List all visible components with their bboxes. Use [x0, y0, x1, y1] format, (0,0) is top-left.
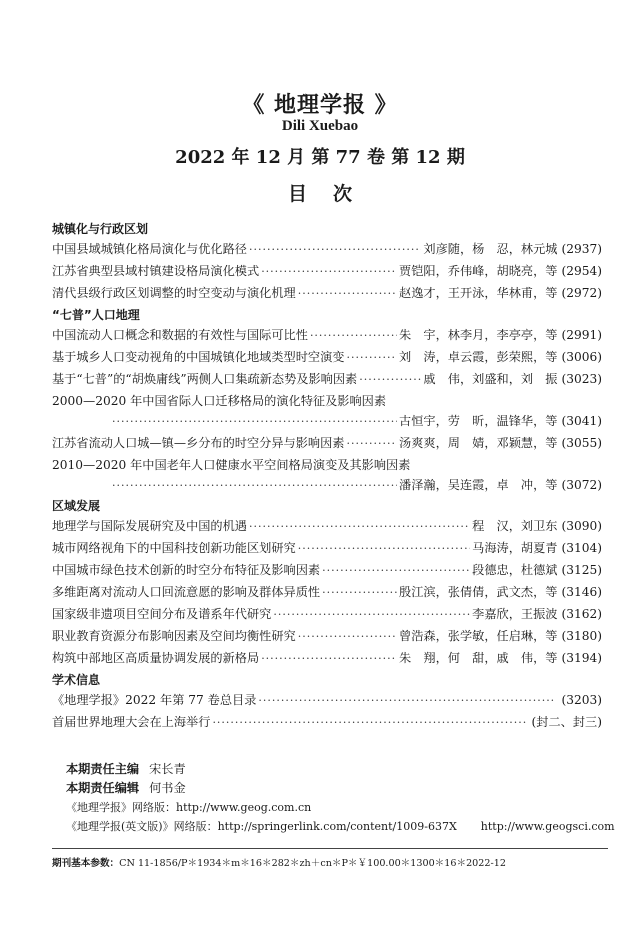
- entry-authors: 刘 涛，卓云霞，彭荣熙，等: [399, 350, 558, 364]
- website-en-line: [66, 818, 615, 834]
- entry-page: (3125): [561, 563, 602, 577]
- entry-page: (3180): [561, 629, 602, 643]
- entry-title: 首届世界地理大会在上海举行: [52, 715, 211, 729]
- entry-title: 职业教育资源分布影响因素及空间均衡性研究: [52, 629, 296, 643]
- entry-page: (3072): [561, 478, 602, 492]
- toc-entry[interactable]: [52, 262, 602, 282]
- toc-entry[interactable]: [52, 326, 602, 346]
- toc-entry-continuation[interactable]: [110, 476, 602, 496]
- entry-page: (封二、封三): [531, 715, 602, 729]
- entry-authors: 朱 宇，林李月，李亭亭，等: [399, 328, 558, 342]
- toc-entry[interactable]: [52, 284, 602, 304]
- toc-entry[interactable]: [52, 539, 602, 559]
- issue-info: 2022 年 12 月 第 77 卷 第 12 期: [175, 147, 465, 168]
- entry-authors: 刘彦随，杨 忍，林元城: [423, 242, 558, 256]
- entry-authors: 殷江滨，张倩倩，武文杰，等: [399, 585, 558, 599]
- toc-entry[interactable]: [52, 583, 602, 603]
- toc-entry[interactable]: [52, 627, 602, 647]
- entry-title: 清代县级行政区划调整的时空变动与演化机理: [52, 286, 296, 300]
- entry-page: (3162): [561, 607, 602, 621]
- editor-label: 本期责任编辑: [66, 781, 140, 795]
- dot-leader: [347, 437, 398, 450]
- editor-name: 何书金: [149, 781, 186, 795]
- entry-authors: 汤爽爽，周 婧，邓颖慧，等: [399, 436, 558, 450]
- dot-leader: [249, 243, 421, 256]
- entry-title: 2010—2020 年中国老年人口健康水平空间格局演变及其影响因素: [52, 458, 411, 472]
- entry-page: (2937): [561, 242, 602, 256]
- entry-page: (3194): [561, 651, 602, 665]
- entry-title: 2000—2020 年中国省际人口迁移格局的演化特征及影响因素: [52, 394, 387, 408]
- params-label: 期刊基本参数：: [52, 858, 120, 869]
- dot-leader: [212, 716, 525, 729]
- website-en[interactable]: 《地理学报(英文版)》网络版：http://springerlink.com/content/1009-637X: [66, 820, 457, 833]
- entry-authors: 段德忠，杜德斌: [472, 563, 558, 577]
- dot-leader: [347, 351, 398, 364]
- dot-leader: [258, 694, 555, 707]
- entry-authors: 李嘉欣，王振波: [472, 607, 558, 621]
- entry-title: 构筑中部地区高质量协调发展的新格局: [52, 651, 260, 665]
- website-en-alt[interactable]: http://www.geogsci.com: [480, 820, 615, 833]
- entry-authors: 朱 翔，何 甜，戚 伟，等: [399, 651, 558, 665]
- entry-title: 中国城市绿色技术创新的时空分布特征及影响因素: [52, 563, 321, 577]
- entry-title: 基于“七普”的“胡焕庸线”两侧人口集疏新态势及影响因素: [52, 372, 358, 386]
- entry-page: (3090): [561, 519, 602, 533]
- entry-page: (3146): [561, 585, 602, 599]
- dot-leader: [298, 542, 470, 555]
- toc-entry[interactable]: [52, 517, 602, 537]
- entry-title: 国家级非遗项目空间分布及谱系年代研究: [52, 607, 272, 621]
- entry-authors: 戚 伟，刘盛和，刘 振: [423, 372, 558, 386]
- dot-leader: [249, 520, 470, 533]
- entry-title: 基于城乡人口变动视角的中国城镇化地域类型时空演变: [52, 350, 345, 364]
- toc-entry[interactable]: [52, 691, 602, 711]
- entry-title: 中国县域城镇化格局演化与优化路径: [52, 242, 247, 256]
- dot-leader: [112, 479, 397, 492]
- entry-authors: 贾铠阳，乔伟峰，胡晓亮，等: [399, 264, 558, 278]
- entry-page: (3104): [561, 541, 602, 555]
- chief-editor-line: [66, 760, 186, 777]
- chief-editor-label: 本期责任主编: [66, 762, 140, 776]
- entry-title: 江苏省流动人口城—镇—乡分布的时空分异与影响因素: [52, 436, 345, 450]
- section-heading: 区域发展: [52, 499, 101, 513]
- entry-authors: 曾浩森，张学敏，任启琳，等: [399, 629, 558, 643]
- entry-title: 江苏省典型县域村镇建设格局演化模式: [52, 264, 260, 278]
- dot-leader: [112, 415, 397, 428]
- entry-authors: 程 汉，刘卫东: [472, 519, 558, 533]
- website-cn[interactable]: 《地理学报》网络版：http://www.geog.com.cn: [66, 801, 312, 814]
- dot-leader: [261, 652, 397, 665]
- section-heading: “七普”人口地理: [52, 308, 140, 322]
- journal-pinyin: Dili Xuebao: [281, 118, 359, 134]
- entry-page: (3041): [561, 414, 602, 428]
- dot-leader: [298, 630, 397, 643]
- toc-entry[interactable]: [52, 240, 602, 260]
- dot-leader: [261, 265, 397, 278]
- entry-page: (3203): [561, 693, 602, 707]
- entry-authors: 潘泽瀚，吴连霞，卓 冲，等: [399, 478, 558, 492]
- toc-entry[interactable]: [52, 434, 602, 454]
- entry-page: (2954): [561, 264, 602, 278]
- entry-title: 多维距离对流动人口回流意愿的影响及群体异质性: [52, 585, 321, 599]
- toc-entry[interactable]: [52, 649, 602, 669]
- entry-page: (3006): [561, 350, 602, 364]
- dot-leader: [298, 287, 397, 300]
- toc-entry[interactable]: [52, 348, 602, 368]
- entry-title: 地理学与国际发展研究及中国的机遇: [52, 519, 247, 533]
- toc-entry[interactable]: [52, 713, 602, 733]
- entry-authors: 马海涛，胡夏青: [472, 541, 558, 555]
- entry-title: 《地理学报》2022 年第 77 卷总目录: [52, 693, 257, 707]
- toc-entry[interactable]: [52, 561, 602, 581]
- dot-leader: [359, 373, 421, 386]
- toc-entry[interactable]: [52, 370, 602, 390]
- entry-page: (3055): [561, 436, 602, 450]
- toc-heading: 目次: [287, 183, 378, 205]
- entry-authors: 古恒宇，劳 昕，温锋华，等: [399, 414, 558, 428]
- dot-leader: [273, 608, 470, 621]
- editor-line: [66, 779, 186, 796]
- chief-editor-name: 宋长青: [149, 762, 186, 776]
- toc-entry[interactable]: [52, 392, 602, 412]
- toc-entry[interactable]: [52, 456, 602, 476]
- dot-leader: [310, 329, 397, 342]
- entry-page: (2991): [561, 328, 602, 342]
- section-heading: 学术信息: [52, 673, 101, 687]
- divider: [52, 848, 608, 849]
- dot-leader: [322, 586, 397, 599]
- toc-entry-continuation[interactable]: [110, 412, 602, 432]
- entry-authors: 赵逸才，王开泳，华林甫，等: [399, 286, 558, 300]
- entry-title: 中国流动人口概念和数据的有效性与国际可比性: [52, 328, 308, 342]
- section-heading: 城镇化与行政区划: [52, 222, 149, 236]
- journal-params: [52, 855, 506, 869]
- journal-title: 《 地理学报 》: [242, 92, 398, 118]
- entry-title: 城市网络视角下的中国科技创新功能区划研究: [52, 541, 296, 555]
- toc-entry[interactable]: [52, 605, 602, 625]
- entry-page: (2972): [561, 286, 602, 300]
- params-value: CN 11-1856/P＊1934＊m＊16＊282＊zh＋cn＊P＊￥100.00＊1300＊16＊2022-12: [119, 858, 506, 869]
- entry-page: (3023): [561, 372, 602, 386]
- dot-leader: [322, 564, 470, 577]
